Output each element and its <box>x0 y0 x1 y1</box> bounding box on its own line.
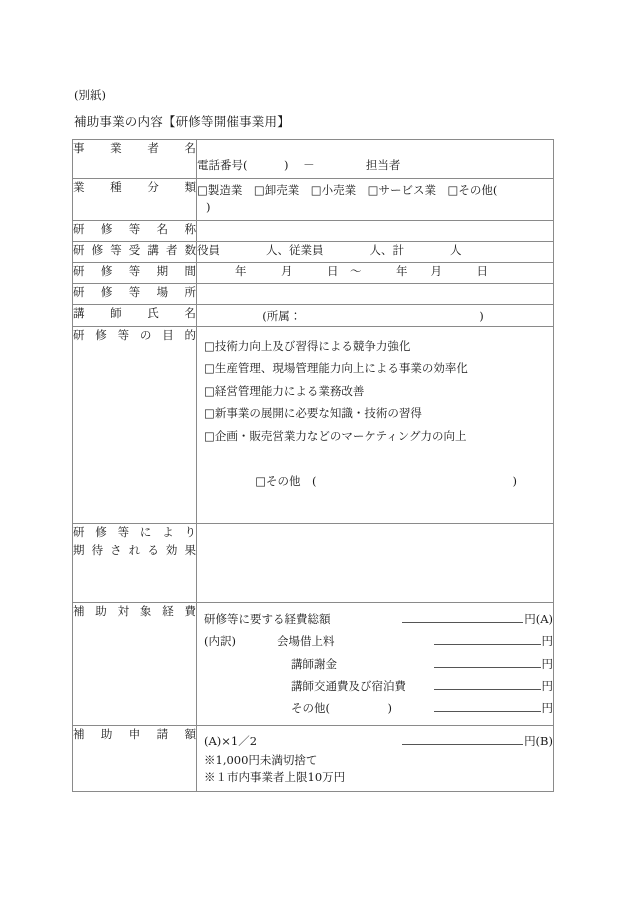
label-period <box>73 263 197 284</box>
purpose-option[interactable]: □新事業の展開に必要な知識・技術の習得 <box>204 406 422 421</box>
cost-breakdown-row[interactable] <box>204 697 553 719</box>
purpose-option-other[interactable] <box>204 447 553 514</box>
application-amount-input[interactable] <box>402 744 523 745</box>
table-row-business-name <box>73 140 554 179</box>
label-training-name-text: 研修等名称 <box>73 222 196 236</box>
label-industry-text: 業種分類 <box>73 180 196 194</box>
instructor-affiliation-area[interactable] <box>197 305 553 326</box>
field-purpose[interactable] <box>197 327 554 524</box>
table-row-effects <box>73 524 554 603</box>
label-business-name <box>73 140 197 179</box>
label-effects-line1: 研修等により <box>73 525 196 540</box>
field-venue[interactable] <box>197 284 554 305</box>
field-industry[interactable] <box>197 179 554 221</box>
purpose-other-close-paren: ) <box>512 473 518 488</box>
label-cost-text: 補助対象経費 <box>73 604 196 619</box>
cost-total-row[interactable] <box>204 608 553 630</box>
cost-item-name[interactable]: その他( ) <box>291 700 392 715</box>
participants-value-line[interactable]: 役員 人、従業員 人、計 人 <box>197 243 462 257</box>
application-note: ※１市内事業者上限10万円 <box>204 770 346 785</box>
application-formula: (A)×1／2 <box>204 733 258 748</box>
application-formula-row[interactable] <box>204 730 553 752</box>
subsidy-application-form <box>72 139 554 792</box>
table-row-industry <box>73 179 554 221</box>
application-note: ※1,000円未満切捨て <box>204 752 318 767</box>
table-row-instructor <box>73 305 554 327</box>
attachment-label: (別紙) <box>74 88 106 102</box>
cost-item-input[interactable] <box>434 667 541 668</box>
cost-item-name: 会場借上料 <box>276 634 335 649</box>
table-row-application <box>73 725 554 792</box>
phone-number-line[interactable]: 電話番号( ) － 担当者 <box>197 157 401 172</box>
cost-item-unit: 円 <box>541 678 553 693</box>
label-participants <box>73 242 197 263</box>
cost-total-label: 研修等に要する経費総額 <box>204 612 331 627</box>
table-row-venue <box>73 284 554 305</box>
field-training-name[interactable] <box>197 221 554 242</box>
field-period[interactable] <box>197 263 554 284</box>
label-application <box>73 725 197 792</box>
cost-item-name: 講師謝金 <box>291 656 337 671</box>
cost-item-input[interactable] <box>434 644 541 645</box>
affiliation-close-paren: ) <box>479 308 484 323</box>
cost-header-spacer <box>204 675 250 697</box>
cost-item-unit: 円 <box>541 700 553 715</box>
cost-item-unit: 円 <box>541 656 553 671</box>
label-business-name-text: 事業者名 <box>73 141 196 155</box>
industry-options-line[interactable]: □製造業 □卸売業 □小売業 □サービス業 □その他( <box>197 183 498 197</box>
table-row-period <box>73 263 554 284</box>
cost-header-spacer <box>204 653 250 675</box>
cost-item-unit: 円 <box>541 634 553 649</box>
field-instructor[interactable] <box>197 305 554 327</box>
cost-breakdown-header: (内訳) <box>204 634 236 649</box>
cost-item-name: 講師交通費及び宿泊費 <box>291 678 406 693</box>
purpose-checkbox-group[interactable] <box>197 327 553 523</box>
cost-item-input[interactable] <box>434 711 541 712</box>
cost-breakdown-row[interactable] <box>204 653 553 675</box>
table-row-cost <box>73 603 554 725</box>
purpose-other-label[interactable]: □その他 ( <box>255 473 317 488</box>
field-application[interactable] <box>197 725 554 792</box>
business-name-phone-area[interactable] <box>197 140 553 178</box>
purpose-option[interactable]: □経営管理能力による業務改善 <box>204 383 365 398</box>
field-business-name[interactable] <box>197 140 554 179</box>
cost-breakdown-row[interactable] <box>204 675 553 697</box>
label-period-text: 研修等期間 <box>73 264 196 278</box>
field-effects[interactable] <box>197 524 554 603</box>
label-effects-line2: 期待される効果 <box>73 543 196 558</box>
label-venue <box>73 284 197 305</box>
purpose-option[interactable]: □技術力向上及び習得による競争力強化 <box>204 339 411 353</box>
cost-total-input[interactable] <box>402 622 523 623</box>
table-row-training-name <box>73 221 554 242</box>
table-row-participants <box>73 242 554 263</box>
application-amount-area[interactable] <box>197 726 553 792</box>
label-effects <box>73 524 197 603</box>
field-participants[interactable] <box>197 242 554 263</box>
affiliation-open-text: (所属： <box>262 308 302 323</box>
label-venue-text: 研修等場所 <box>73 285 196 299</box>
cost-total-unit: 円(A) <box>524 612 553 627</box>
label-instructor-text: 講師氏名 <box>73 306 196 320</box>
label-participants-text: 研修等受講者数 <box>73 243 196 257</box>
label-purpose <box>73 327 197 524</box>
field-cost[interactable] <box>197 603 554 725</box>
industry-checkbox-group[interactable] <box>197 179 553 220</box>
label-training-name <box>73 221 197 242</box>
label-industry <box>73 179 197 221</box>
label-purpose-text: 研修等の目的 <box>73 328 196 342</box>
table-row-purpose <box>73 327 554 524</box>
label-instructor <box>73 305 197 327</box>
cost-item-input[interactable] <box>434 689 541 690</box>
industry-other-close-paren: ) <box>206 200 211 215</box>
label-cost <box>73 603 197 725</box>
application-unit: 円(B) <box>524 733 553 748</box>
purpose-option[interactable]: □生産管理、現場管理能力向上による事業の効率化 <box>204 361 468 376</box>
label-application-text: 補助申請額 <box>73 726 196 741</box>
page-title: 補助事業の内容【研修等開催事業用】 <box>74 114 290 129</box>
purpose-option[interactable]: □企画・販売営業力などのマーケティング力の向上 <box>204 428 467 443</box>
cost-header-spacer <box>204 697 250 719</box>
period-value-line[interactable]: 年 月 日 ～ 年 月 日 <box>235 264 488 278</box>
cost-breakdown-area[interactable] <box>197 603 553 724</box>
cost-breakdown-row[interactable] <box>204 630 553 652</box>
